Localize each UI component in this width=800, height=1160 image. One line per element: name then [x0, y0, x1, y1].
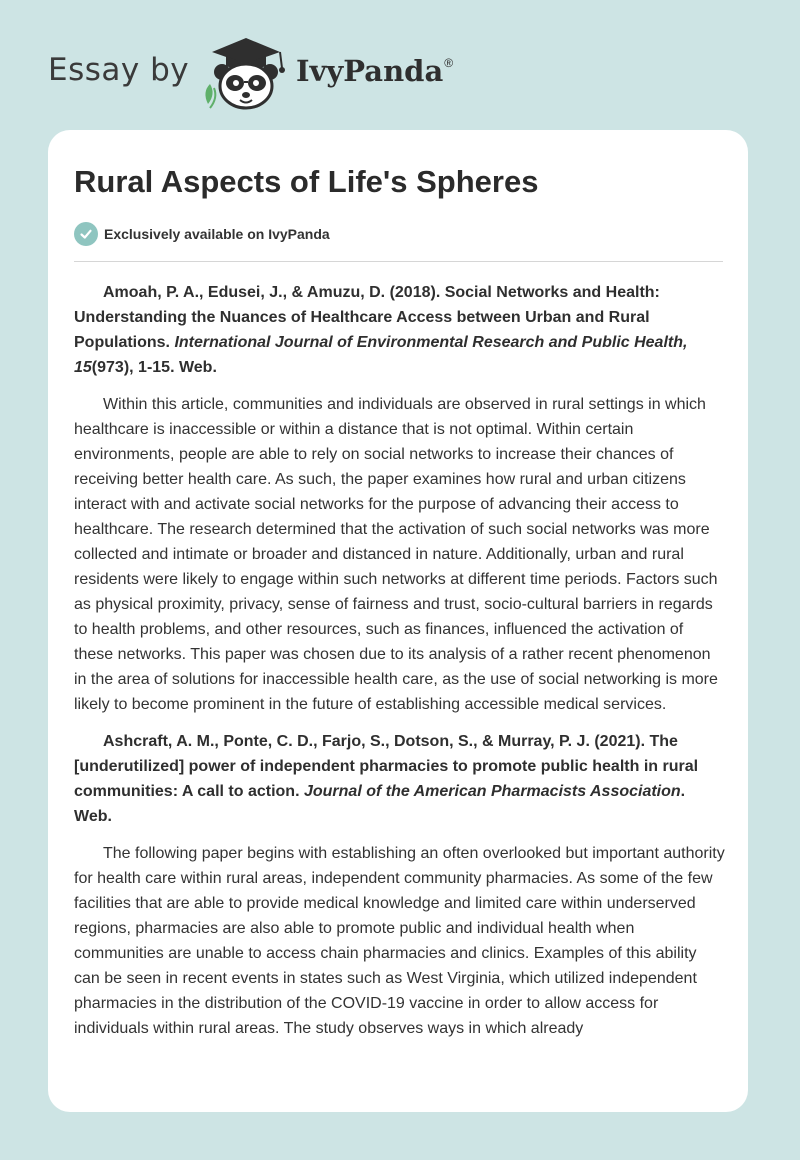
reference-2-authors: Ashcraft, A. M., Ponte, C. D., Farjo, S., Dotson, S., & Murray, P. J. (2021). The [underutilized] power of independent pharmacies to promote public health in rural communities: A call to action. [74, 733, 699, 800]
brand-label: IvyPanda [296, 54, 444, 88]
reference-1 [74, 280, 726, 380]
exclusive-label: Exclusively available on IvyPanda [104, 226, 330, 242]
essay-by-label: Essay by [48, 52, 190, 88]
site-header [0, 0, 800, 130]
brand-name[interactable] [296, 54, 453, 88]
divider [74, 261, 723, 262]
check-icon [74, 222, 98, 246]
paragraph-2: The following paper begins with establishing an often overlooked but important authority for health care within rural areas, independent community pharmacies. As some of the few facilities that are able to provide medical knowledge and limited care within underserved regions, pharmacies are also able to promote public and individual health when communities are unable to access chain pharmacies and clinics. Examples of this ability can be seen in recent events in states such as West Virginia, which utilized independent pharmacies in the distribution of the COVID-19 vaccine in order to allow access for individuals within rural areas. The study observes ways in which already [74, 845, 725, 1037]
essay-card [48, 130, 748, 1112]
registered-mark: ® [444, 56, 454, 70]
exclusive-badge [74, 222, 330, 246]
reference-1-authors: Amoah, P. A., Edusei, J., & Amuzu, D. (2018). Social Networks and Health: Understanding the Nuances of Healthcare Access between Urban and Rural Populations. [74, 284, 660, 351]
reference-2 [74, 729, 726, 829]
reference-2-tail: . Web. [74, 783, 686, 825]
panda-graduate-icon[interactable] [200, 34, 292, 110]
reference-1-journal: International Journal of Environmental Research and Public Health, [174, 334, 688, 351]
reference-2-journal: Journal of the American Pharmacists Association [303, 783, 681, 800]
page-title: Rural Aspects of Life's Spheres [74, 164, 539, 199]
reference-1-volume: 15 [74, 359, 92, 376]
essay-body [74, 280, 726, 1053]
paragraph-1: Within this article, communities and individuals are observed in rural settings in which healthcare is inaccessible or within a distance that is not optimal. Within certain environments, people are able to rely on social networks to increase their chances of receiving better health care. As such, the paper examines how rural and urban citizens interact with and activate social networks for the purpose of advancing their access to healthcare. The research determined that the activation of such social networks was more collected and intimate or broader and distanced in nature. Additionally, urban and rural residents were likely to engage within such networks at different time periods. Factors such as physical proximity, privacy, sense of fairness and trust, socio-cultural barriers in regards to health problems, and other resources, such as finances, influenced the activation of these networks. This paper was chosen due to its analysis of a rather recent phenomenon in the area of solutions for inaccessible health care, as the use of social networking is more likely to become prominent in the future of establishing accessible medical services. [74, 396, 718, 713]
reference-1-tail: (973), 1-15. Web. [91, 359, 217, 376]
